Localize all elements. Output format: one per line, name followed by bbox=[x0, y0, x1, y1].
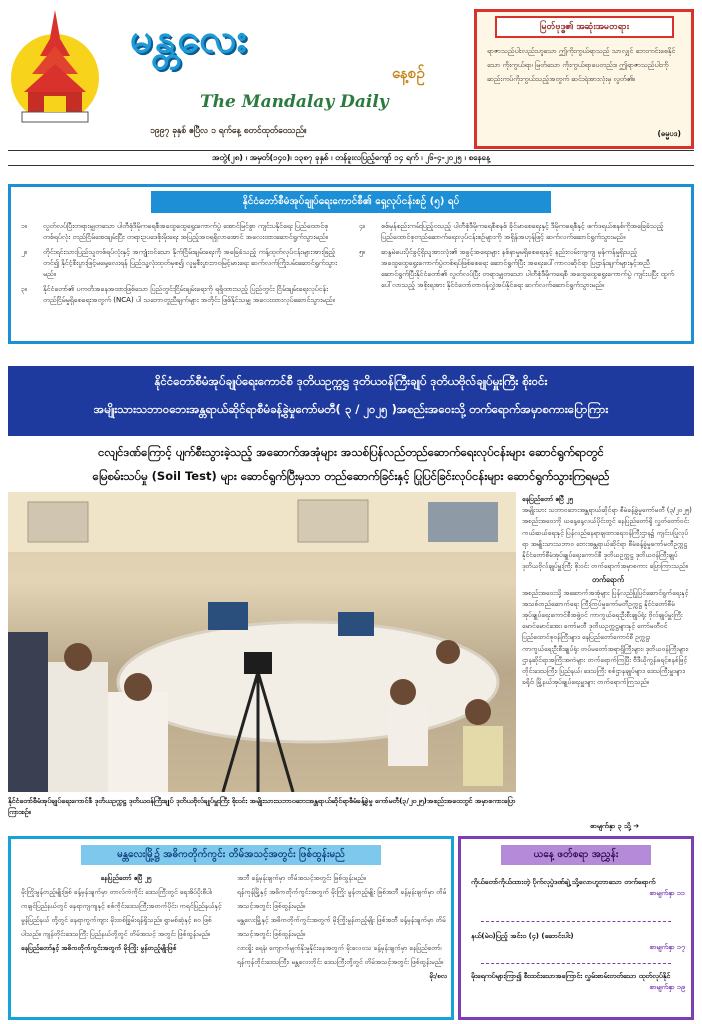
reading-index-heading: ယနေ့ ဖတ်စရာ အညွှန်း bbox=[501, 845, 651, 865]
weather-paragraph: နေပြည်တော်နှင့် အဓိကတိုက်ကွင်းအတွက် မိုးကြိုး မွန်တည့်မျိုးဖြစ် bbox=[21, 944, 177, 952]
index-item-title: နယ်(မဲဝ)ပြည့် အင်း၀ (၄) (ဆောင်းပါး) bbox=[471, 932, 574, 940]
task-text: နိုင်ငံတော်၏ ပကတိအနေအထားဖြစ်သော ပြည်တွင်းငြိမ်းချမ်းရေးကို ရရှိထားသည့် ပြည်တွင်း ငြိမ်းချမ်းရေးလုပ်ငန်း တည်ငြိမ်မှုရှိစေရေးအတွက် (NCA) ပါ သဘောတူညီချက်များ အတိုင်း ဖြစ်နိုင်သမျှ အလေးထားလုပ်ဆောင်သွားမည်။ bbox=[43, 285, 335, 304]
teaching-title: မြတ်ဗုဒ္ဓ၏ အဆုံးအမတရား bbox=[495, 16, 674, 38]
weather-byline: မိုး/စလ bbox=[429, 972, 447, 980]
reading-index-box bbox=[458, 836, 694, 1020]
index-item[interactable] bbox=[471, 971, 685, 993]
weather-paragraph: အဘီ ခန့်မှန်းချက်မှာ တိမ်အသင့်အတွင်း ဖြစ်ထွန်းမည်။ bbox=[237, 874, 366, 882]
task-text: ဆန္ဒမဲပေးပိုင်ခွင့်ရှိသူအားလုံး၏ အခွင့်အရေးများ နစ်နာမှုမရှိစေရေးနှင့် နည်းလမ်းကျကျ မှန်ကန်မှုရှိသည့် အထွေထွေရွေးကောက်ပွဲတစ်ရပ်ဖြစ်စေရေး ဆောင်ရွက်ပြီး အရေးပေါ်ကာလဆိုင်ရာ ပြဌာန်းချက်များနှင့်အညီ ဆောင်ရွက်ပြီးနိုင်ငံတော်၏ လွတ်လပ်ပြီး တရားမျှတသော ပါတီစုံဒီမိုကရေစီ အထွေထွေရွေးကောက်ပွဲ ကျင်းပပြီး ထွက်ပေါ်လာသည့် အစိုးရအား နိုင်ငံတော်တာဝန်လွှဲအပ်နိုင်ရေး ဆက်လက်ဆောင်ရွက်သွားမည်။ bbox=[381, 248, 675, 289]
state-tasks-box bbox=[8, 184, 694, 344]
index-item-page: စာမျက်နှာ ၁၉ bbox=[649, 983, 685, 991]
story-dateline: နေပြည်တော် ဧပြီ ၂၅ bbox=[522, 495, 574, 503]
weather-paragraph: မိုးကြိုးမွန်တည့်မျိုးဖြစ် ခန့်မှန်းချက်မှာ တာလ်ကဲကိုင်း ဒေသကြီးတွင် ရေအိပ်ပိုးစီပါ၊ ကချင်ပြည်နယ်တွင် နေရာကျကျနှင့် စစ်ကိုင်းဒေသကြီးအတက်ပိုင်း၊ ကရင်ပြည်နယ်နှင့် မွန်ပြည်နယ် တို့တွင် နေရာကွက်ကျား မိုးထစ်ခြွမ်းရန်ရှိသည်။ ရွာမစ်ဆုံနှင့် ၈၀ ဖြစ်ပါသည်။ ကျန်တိုင်းဒေသကြီး ပြည်နယ်တို့တွင် တိမ်အသင့် အတွင်း ဖြစ်ထွန်းမည်။ bbox=[21, 888, 222, 938]
photo-caption: နိုင်ငံတော်စီမံအုပ်ချုပ်ရေးကောင်စီ ဒုတိယဥက္ကဋ္ဌ ဒုတိယဝန်ကြီးချုပ် ဒုတိယဗိုလ်ချုပ်မှူးကြီး စိုးဝင်း အမျိုးသားသဘာဝဘေးအန္တရာယ်ဆိုင်ရာစီမံခန့်ခွဲမှု ကော်မတီ(၃/၂၀၂၅)အစည်းအဝေးတွင် အမှာစကားပြောကြားစဉ်။ bbox=[8, 797, 516, 816]
buddha-teaching-box bbox=[474, 9, 694, 149]
issue-dateline: အတွဲ(၂၈) ၊ အမှတ်(၁၄၀)၊ ၁၃၈၇ ခုနှစ် ၊ တန်ခူးလပြည့်ကျော် ၁၄ ရက် ၊ ၂၆-၄-၂၀၂၅ ၊ စနေနေ့ bbox=[8, 150, 694, 166]
story-column bbox=[522, 494, 694, 688]
meeting-photo bbox=[8, 492, 516, 792]
story-paragraph: အမျိုးသား သဘာဝဘေးအန္တရာယ်ဆိုင်ရာ စီမံခန့်ခွဲမှုကော်မတီ (၃/၂၀၂၅) အစည်းအဝေးကို ယနေ့နေ့လယ်ပိုင်းတွင် နေပြည်တော်ရှိ လွှတ်တော်ဝင်းကယ်ဆယ်ရေးနှင့် ပြန်လည်နေရာချထားရေးဝန်ကြီးဌာန၌ ကျင်းပပြုလုပ်ရာ အမျိုးသားသဘာဝ ဘေးအန္တရာယ်ဆိုင်ရာ စီမံခန့်ခွဲမှုကော်မတီဥက္ကဋ္ဌ နိုင်ငံတော်စီမံအုပ်ချုပ်ရေးကောင်စီ ဒုတိယဥက္ကဋ္ဌ ဒုတိယဝန်ကြီးချုပ် ဒုတိယဗိုလ်ချုပ်မှူးကြီး စိုးဝင်း တက်ရောက်အမှာစကား ပြောကြားသည်။ bbox=[522, 506, 692, 571]
tasks-right-column bbox=[359, 221, 679, 295]
weather-dateline: နေပြည်တော် ဧပြီ ၂၅ bbox=[100, 874, 152, 882]
story-paragraph: အစည်းအဝေးသို့ အဆောက်အအုံများ ပြန်လည်ပြုပြင်ဆောင်ရွက်ရေးနှင့် အသစ်တည်ဆောက်ရေး ကြီးကြပ်မှုကော်မတီဥက္ကဋ္ဌ နိုင်ငံတော်စီမံအုပ်ချုပ်ရေးကောင်စီအဖွဲ့ဝင် ကာကွယ်ရေးဦးစီးချုပ်ရုံး ဗိုလ်ချုပ်မှူးကြီး မောင်မောင်အေး၊ ကော်မတီ ဒုတိယဥက္ကဋ္ဌများနှင့် ကော်မတီဝင် ပြည်ထောင်စုဝန်ကြီးများ၊ နေပြည်တော်ကောင်စီ ဥက္ကဋ္ဌ၊ ကာကွယ်ရေးဦးစီးချုပ်ရုံး တပ်မတော်အရာရှိကြီးများ၊ ဒုတိယဝန်ကြီးများ၊ ဌာနဆိုင်ရာအကြီးအကဲများ တက်ရောက်ကြပြီး ဗီဒီယိုကွန်ဖရင့်စနစ်ဖြင့် တိုင်းဒေသကြီး၊ ပြည်နယ်၊ ဒေသကြီး စစ်ဌာနချုပ်များ၊ ဒေသကြီးမှူးများ၊ ခရိုင်၊ မြို့နယ်အုပ်ချုပ်ရေးမှူးများ တက်ရောက်ကြသည်။ bbox=[522, 588, 689, 687]
sub-headline-line-1: ငလျင်ဒဏ်ကြောင့် ပျက်စီးသွားခဲ့သည့် အဆောက်အအုံများ အသစ်ပြန်လည်တည်ဆောက်ရေးလုပ်ငန်းများ ဆောင်ရွက်ရာတွင် bbox=[98, 445, 604, 459]
story-subhead: တက်ရောက် bbox=[591, 575, 625, 585]
task-number: ၅။ bbox=[359, 248, 366, 256]
index-divider bbox=[481, 963, 671, 964]
continued-link[interactable]: စာမျက်နှာ ၃ သို့ ➔ bbox=[590, 822, 640, 830]
task-number: ၂။ bbox=[21, 248, 27, 256]
teaching-source: (ဓမ္မပဒ) bbox=[657, 129, 681, 138]
main-headline bbox=[8, 366, 694, 436]
task-item bbox=[21, 284, 341, 306]
index-item-page: စာမျက်နှာ ၁၇ bbox=[649, 943, 685, 951]
masthead-slogan: ၁၉၉၇ ခုနှစ် ဧပြီလ ၁ ရက်နေ့ စတင်ထုတ်ဝေသည်။ bbox=[150, 126, 307, 136]
index-item-title: ကိုယ်တော်ကိုယ်ထားတဲ့ ပိုက်လုပ္ပဲဒဏ်ချဲ့ သို့လောဟူဘာသော တက်ရောက် bbox=[471, 878, 656, 886]
headline-line-1: နိုင်ငံတော်စီမံအုပ်ချုပ်ရေးကောင်စီ ဒုတိယဥက္ကဋ္ဌ ဒုတိယဝန်ကြီးချုပ် ဒုတိယဗိုလ်ချုပ်မှူးကြီး စိုးဝင်း bbox=[154, 374, 548, 388]
weather-paragraph: မန္တလေးမြို့နှင့် အဓိကတိုက်ကွင်းအတွက် မိုးကြိုးမွန်တည့်မျိုး ဖြစ်အဘီ ခန့်မှန်းချက်မှာ တိမ်အသင့်အတွင်း ဖြစ်ထွန်းမည်။ bbox=[237, 916, 446, 938]
task-text: လွတ်လပ်ပြီးတရားမျှတသော ပါတီစုံဒီမိုကရေစီအထွေထွေရွေးကောက်ပွဲ အောင်မြင်စွာ ကျင်းပနိုင်ရေး ပြည်ထောင်စုတစ်ရပ်လုံး တည်ငြိမ်အေးချမ်းပြီး တရားဥပဒေစိုးမိုးရေး အပြည့်အဝရရှိလာအောင် အလေးထားဆောင်ရွက်သွားမည်။ bbox=[43, 222, 329, 241]
weather-box bbox=[8, 836, 454, 1020]
sub-headline bbox=[8, 440, 694, 488]
index-divider bbox=[481, 921, 671, 922]
weather-paragraph: လားရှိုး ရေနံ၊ ကျောက်မျက်နိုးမှုနိုင်းနေအတွက် မိုးလေဝသ ခန့်မှန်းချက်မှာ နေပြည်တော်၊ ရန်ကုန်တိုင်းဒေသကြီး၊ မန္တလေးတိုင်း ဒေသကြီးတို့တွင် တိမ်အသင့်အတွင်း ဖြစ်ထွန်းမည်။ bbox=[237, 944, 444, 966]
task-item bbox=[359, 247, 679, 291]
weather-right-column bbox=[237, 871, 447, 983]
task-text: တိုင်းရင်းသားပြည်သူတစ်ရပ်လုံးနှင့် အကျုံးဝင်သော နိုက်ငြိမ်းချမ်းရေးကို အခြေခံသည့် ကန့်ထုတ်လုပ်ငန်းများအားဖြည့်တင်၍ နိုင်ငံ့စီးပွားဖြင့်မမှေ့လေးရန် ပြည်သူ့လုံးထုတ်မှစ၍ လူမှုစီးပွားဘဝမြင့်မားရေး ဆက်လက်ကြိုးပမ်းဆောင်ရွက်သွားမည်။ bbox=[43, 248, 337, 278]
weather-left-column bbox=[21, 871, 231, 955]
task-item bbox=[359, 221, 679, 243]
task-number: ၁။ bbox=[21, 222, 28, 230]
weather-heading: မန္တလေးမြို့၌ အဓိကတိုက်ကွင်း တိမ်အသင့်အတွင်း ဖြစ်ထွန်းမည် bbox=[81, 845, 381, 865]
task-number: ၃။ bbox=[21, 285, 28, 293]
task-item bbox=[21, 221, 341, 243]
task-text: စစ်မှန်စည်းကမ်းပြည့်ဝသည့် ပါတီစုံဒီမိုကရေစီစနစ် ခိုင်မာစေရေးနှင့် ဒီမိုကရေစီနှင့် ဖက်ဒရယ်စနစ်ကိုအခြေခံသည့် ပြည်ထောင်စုတည်ဆောက်ရေးလုပ်ငန်းစဉ်များကို အရှိန်အဟုန်ဖြင့် ဆက်လက်ဆောင်ရွက်သွားမည်။ bbox=[381, 222, 664, 241]
masthead-title: မန္တလေး bbox=[130, 15, 249, 62]
task-item bbox=[21, 247, 341, 280]
tasks-left-column bbox=[21, 221, 341, 310]
state-tasks-heading: နိုင်ငံတော်စီမံအုပ်ချုပ်ရေးကောင်စီ၏ ရှေ့လုပ်ငန်းစဉ် (၅) ရပ် bbox=[151, 191, 551, 213]
masthead-title-en: The Mandalay Daily bbox=[200, 92, 389, 112]
headline-line-2: အမျိုးသားသဘာဝဘေးအန္တရာယ်ဆိုင်ရာစီမံခန့်ခွဲမှုကော်မတီ( ၃ / ၂၀၂၅ )အစည်းအဝေးသို့ တက်ရောက်အမှာစကားပြောကြား bbox=[93, 402, 609, 416]
sub-headline-line-2: မြေစမ်းသပ်မှု (Soil Test) များ ဆောင်ရွက်ပြီးမှသာ တည်ဆောက်ခြင်းနှင့် ပြုပြင်ခြင်းလုပ်ငန်းများ ဆောင်ရွက်သွားကြရမည် bbox=[92, 469, 610, 483]
index-item[interactable] bbox=[471, 931, 685, 953]
masthead-subtitle: နေ့စဉ် bbox=[392, 64, 425, 82]
index-item-title: မိုးရေကပ်များကြာ၍ စီးထင်းသောအကြောင်း လွှမ်းစာမ်းတတ်သော ထုတ်လုပ်နိုင် bbox=[471, 972, 671, 980]
teaching-body: ရာဇာသည်ပါးလည်းဟူသော ဤကိုးကွယ်ရာသည် သာလျှင် ဘေးကင်းစေနိုင်သော ကိုးကွယ်ရာ၊ မြတ်သော ကိုးကွယ်ရာပေတည်း။ ဤရာဇာသည်ပါးကို ဆည်းကပ်ကိုးကွယ်သည့်အတွက် ဆင်းရဲအားလုံးမှ လွတ်၏။ bbox=[487, 47, 676, 83]
pagoda-logo bbox=[8, 8, 103, 133]
index-item-page: စာမျက်နှာ ၁၁ bbox=[649, 889, 685, 897]
weather-paragraph: ရန်ကုန်မြို့နှင့် အဓိကတိုက်ကွင်းအတွက် မိုးကြိုး မွန်တည့်မျိုး ဖြစ်အဘီ ခန့်မှန်းချက်မှာ တိမ်အသင့်အတွင်း ဖြစ်ထွန်းမည်။ bbox=[237, 888, 447, 910]
index-item[interactable] bbox=[471, 877, 685, 899]
task-number: ၄။ bbox=[359, 222, 366, 230]
